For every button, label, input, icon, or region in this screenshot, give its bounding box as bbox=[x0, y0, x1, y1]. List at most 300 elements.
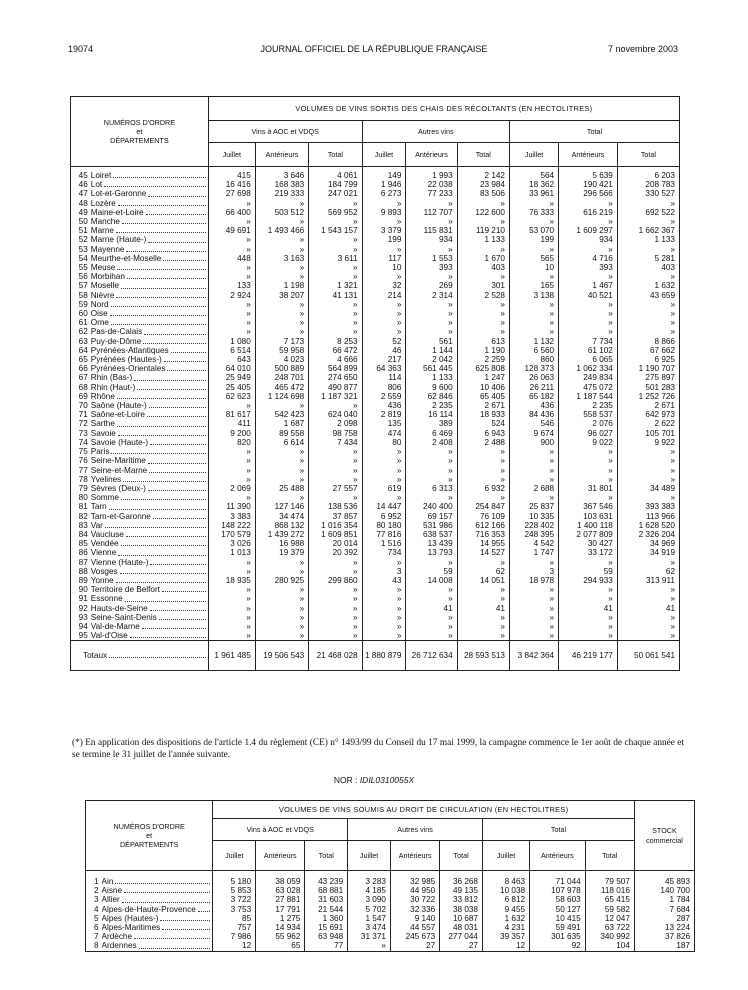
value-cell: 17 791 bbox=[256, 905, 305, 914]
group-total: Total bbox=[482, 819, 634, 841]
table-row bbox=[71, 567, 680, 576]
table-row bbox=[86, 914, 695, 923]
value-cell: 217 bbox=[362, 355, 406, 364]
table-row bbox=[71, 401, 680, 410]
value-cell: » bbox=[309, 300, 362, 309]
department-name: Nord bbox=[91, 300, 209, 309]
value-cell: » bbox=[309, 631, 362, 641]
table-row bbox=[86, 923, 695, 932]
value-cell: 8 866 bbox=[654, 336, 675, 346]
value-cell: » bbox=[255, 199, 308, 208]
value-cell: 1 321 bbox=[309, 281, 362, 290]
value-cell: 616 219 bbox=[559, 208, 618, 217]
value-cell: » bbox=[457, 327, 509, 336]
value-cell: » bbox=[509, 272, 558, 281]
value-cell: 1 013 bbox=[208, 548, 255, 557]
table-row bbox=[71, 355, 680, 364]
department-name: Alpes (Hautes-) bbox=[102, 914, 213, 923]
value-cell: 9 600 bbox=[406, 383, 457, 392]
value-cell: 1 547 bbox=[348, 914, 391, 923]
value-cell: 21 544 bbox=[305, 905, 348, 914]
footnote: (*) En application des dispositions de l'article 1.4 du règlement (CE) n° 1493/99 du Conseil du 17 mai 1999, la campagne commence le 1er août de chaque année et se termine le 31 juillet de l'année suivante. bbox=[72, 738, 684, 760]
value-cell: 33 812 bbox=[440, 895, 483, 904]
value-cell: » bbox=[559, 199, 618, 208]
value-cell: 12 bbox=[213, 941, 256, 951]
value-cell: 199 bbox=[362, 235, 406, 244]
value-cell: » bbox=[457, 199, 509, 208]
value-cell: 868 132 bbox=[255, 521, 308, 530]
value-cell: 6 203 bbox=[654, 171, 675, 180]
table-row bbox=[71, 613, 680, 622]
table-row bbox=[71, 337, 680, 346]
department-number: 4 bbox=[93, 904, 99, 914]
department-name: Lozère bbox=[91, 199, 209, 208]
value-cell: 85 bbox=[213, 914, 256, 923]
value-cell: » bbox=[457, 466, 509, 475]
value-cell: » bbox=[208, 447, 255, 456]
value-cell: » bbox=[309, 217, 362, 226]
value-cell: » bbox=[362, 217, 406, 226]
value-cell: » bbox=[208, 585, 255, 594]
department-name: Seine-Saint-Denis bbox=[91, 613, 209, 622]
department-number: 82 bbox=[78, 511, 88, 521]
value-cell: 500 889 bbox=[255, 364, 308, 373]
department-name: Savoie (Haute-) bbox=[91, 438, 209, 447]
department-name: Somme bbox=[91, 493, 209, 502]
value-cell: » bbox=[208, 613, 255, 622]
value-cell: » bbox=[362, 613, 406, 622]
value-cell: » bbox=[559, 631, 618, 641]
value-cell: 66 400 bbox=[208, 208, 255, 217]
value-cell: 2 488 bbox=[457, 438, 509, 447]
value-cell: » bbox=[406, 631, 457, 641]
department-name: Vosges bbox=[91, 567, 209, 576]
value-cell: » bbox=[208, 309, 255, 318]
value-cell: 13 793 bbox=[406, 548, 457, 557]
value-cell: 1 133 bbox=[654, 235, 675, 245]
value-cell: » bbox=[509, 631, 558, 641]
value-cell: » bbox=[509, 217, 558, 226]
value-cell: 565 bbox=[509, 254, 558, 263]
department-name: Mayenne bbox=[91, 245, 209, 254]
value-cell: 1 946 bbox=[362, 180, 406, 189]
value-cell: » bbox=[255, 622, 308, 631]
value-cell: 112 707 bbox=[406, 208, 457, 217]
department-number: 68 bbox=[78, 382, 88, 392]
value-cell: 69 157 bbox=[406, 512, 457, 521]
table-row bbox=[71, 585, 680, 594]
total-cell: 50 061 541 bbox=[617, 641, 679, 671]
value-cell: » bbox=[362, 585, 406, 594]
value-cell: 26 063 bbox=[509, 373, 558, 382]
value-cell: » bbox=[208, 263, 255, 272]
department-name: Seine-et-Marne bbox=[91, 466, 209, 475]
value-cell: 2 077 809 bbox=[559, 530, 618, 539]
value-cell: 25 949 bbox=[208, 373, 255, 382]
value-cell: 1 516 bbox=[362, 539, 406, 548]
value-cell: 37 857 bbox=[309, 512, 362, 521]
value-cell: » bbox=[670, 631, 675, 641]
department-name: Vendée bbox=[91, 539, 209, 548]
department-number: 57 bbox=[78, 281, 88, 291]
value-cell: 13 439 bbox=[406, 539, 457, 548]
value-cell: 77 bbox=[305, 941, 348, 951]
department-name: Alpes-de-Haute-Provence bbox=[102, 905, 213, 914]
value-cell: » bbox=[457, 272, 509, 281]
table-row bbox=[71, 438, 680, 447]
value-cell: 23 984 bbox=[457, 180, 509, 189]
table-row bbox=[71, 493, 680, 502]
value-cell: 9 893 bbox=[362, 208, 406, 217]
department-number: 6 bbox=[93, 923, 99, 933]
value-cell: 38 038 bbox=[440, 905, 483, 914]
value-cell: » bbox=[559, 245, 618, 254]
table-row bbox=[71, 309, 680, 318]
value-cell: 27 557 bbox=[309, 484, 362, 493]
table-chais bbox=[70, 96, 680, 671]
value-cell: » bbox=[255, 327, 308, 336]
value-cell: 1 360 bbox=[305, 914, 348, 923]
value-cell: » bbox=[309, 235, 362, 244]
value-cell: » bbox=[457, 245, 509, 254]
value-cell: » bbox=[670, 612, 675, 622]
value-cell: 4 061 bbox=[309, 167, 362, 181]
value-cell: 103 631 bbox=[559, 512, 618, 521]
value-cell: » bbox=[255, 558, 308, 567]
value-cell: » bbox=[309, 327, 362, 336]
value-cell: » bbox=[309, 263, 362, 272]
value-cell: 558 537 bbox=[559, 410, 618, 419]
value-cell: » bbox=[309, 604, 362, 613]
value-cell: 25 488 bbox=[255, 484, 308, 493]
value-cell: 313 911 bbox=[646, 575, 675, 585]
value-cell: » bbox=[255, 466, 308, 475]
value-cell: » bbox=[255, 300, 308, 309]
value-cell: » bbox=[457, 631, 509, 641]
value-cell: 18 933 bbox=[457, 410, 509, 419]
value-cell: 49 691 bbox=[208, 226, 255, 235]
value-cell: » bbox=[362, 318, 406, 327]
department-name: Rhin (Haut-) bbox=[91, 383, 209, 392]
value-cell: » bbox=[406, 447, 457, 456]
value-cell: 199 bbox=[509, 235, 558, 244]
value-cell: 287 bbox=[676, 913, 690, 923]
department-number: 49 bbox=[78, 207, 88, 217]
value-cell: 860 bbox=[509, 355, 558, 364]
value-cell: » bbox=[559, 447, 618, 456]
value-cell: » bbox=[362, 309, 406, 318]
value-cell: 27 881 bbox=[256, 895, 305, 904]
department-number: 53 bbox=[78, 244, 88, 254]
table-row bbox=[71, 392, 680, 401]
value-cell: 1 747 bbox=[509, 548, 558, 557]
value-cell: 1 187 321 bbox=[309, 392, 362, 401]
value-cell: 1 016 354 bbox=[309, 521, 362, 530]
value-cell: 48 031 bbox=[440, 923, 483, 932]
value-cell: » bbox=[559, 466, 618, 475]
value-cell: 41 bbox=[559, 604, 618, 613]
value-cell: » bbox=[309, 493, 362, 502]
value-cell: 2 069 bbox=[208, 484, 255, 493]
value-cell: 2 622 bbox=[654, 419, 675, 429]
department-number: 83 bbox=[78, 520, 88, 530]
value-cell: 66 472 bbox=[309, 346, 362, 355]
value-cell: 41 bbox=[665, 603, 675, 613]
value-cell: » bbox=[309, 475, 362, 484]
value-cell: 15 691 bbox=[305, 923, 348, 932]
value-cell: 2 559 bbox=[362, 392, 406, 401]
table-row bbox=[71, 466, 680, 475]
value-cell: 27 698 bbox=[208, 189, 255, 198]
value-cell: » bbox=[208, 245, 255, 254]
value-cell: » bbox=[208, 401, 255, 410]
department-number: 52 bbox=[78, 235, 88, 245]
value-cell: 18 978 bbox=[509, 576, 558, 585]
value-cell: » bbox=[406, 475, 457, 484]
value-cell: 8 463 bbox=[482, 871, 529, 887]
value-cell: » bbox=[670, 585, 675, 595]
value-cell: 7 434 bbox=[309, 438, 362, 447]
value-cell: » bbox=[509, 300, 558, 309]
value-cell: 393 383 bbox=[645, 502, 675, 512]
department-number: 78 bbox=[78, 474, 88, 484]
value-cell: 44 557 bbox=[390, 923, 439, 932]
total-cell: 1 880 879 bbox=[362, 641, 406, 671]
value-cell: 81 617 bbox=[208, 410, 255, 419]
department-number: 93 bbox=[78, 612, 88, 622]
value-cell: 6 514 bbox=[208, 346, 255, 355]
total-cell: 28 593 513 bbox=[457, 641, 509, 671]
table-row bbox=[71, 167, 680, 181]
value-cell: 1 275 bbox=[256, 914, 305, 923]
value-cell: 3 bbox=[362, 567, 406, 576]
value-cell: 32 336 bbox=[390, 905, 439, 914]
department-number: 95 bbox=[78, 631, 88, 641]
group-autres: Autres vins bbox=[348, 819, 483, 841]
total-cell: 3 842 364 bbox=[509, 641, 558, 671]
value-cell: » bbox=[208, 217, 255, 226]
value-cell: » bbox=[559, 594, 618, 603]
department-number: 70 bbox=[78, 401, 88, 411]
value-cell: » bbox=[362, 594, 406, 603]
value-cell: 3 138 bbox=[509, 291, 558, 300]
table-row bbox=[71, 373, 680, 382]
value-cell: » bbox=[208, 327, 255, 336]
value-cell: 531 986 bbox=[406, 521, 457, 530]
value-cell: » bbox=[457, 300, 509, 309]
value-cell: 569 952 bbox=[309, 208, 362, 217]
value-cell: 49 135 bbox=[440, 886, 483, 895]
value-cell: 6 952 bbox=[362, 512, 406, 521]
value-cell: » bbox=[509, 456, 558, 465]
value-cell: 98 758 bbox=[309, 429, 362, 438]
value-cell: » bbox=[208, 199, 255, 208]
value-cell: » bbox=[559, 475, 618, 484]
value-cell: 2 314 bbox=[406, 291, 457, 300]
value-cell: » bbox=[255, 585, 308, 594]
value-cell: 41 bbox=[406, 604, 457, 613]
value-cell: 30 722 bbox=[390, 895, 439, 904]
department-name: Nièvre bbox=[91, 291, 209, 300]
table-row bbox=[71, 502, 680, 511]
value-cell: » bbox=[208, 318, 255, 327]
value-cell: 436 bbox=[509, 401, 558, 410]
table-row bbox=[71, 180, 680, 189]
value-cell: » bbox=[208, 466, 255, 475]
value-cell: 228 402 bbox=[509, 521, 558, 530]
department-number: 47 bbox=[78, 189, 88, 199]
department-name: Val-d'Oise bbox=[91, 631, 209, 641]
value-cell: » bbox=[559, 217, 618, 226]
value-cell: 340 992 bbox=[585, 932, 634, 941]
value-cell: 43 bbox=[362, 576, 406, 585]
value-cell: 6 313 bbox=[406, 484, 457, 493]
value-cell: 16 988 bbox=[255, 539, 308, 548]
value-cell: 79 507 bbox=[585, 871, 634, 887]
value-cell: » bbox=[670, 309, 675, 319]
value-cell: 1 062 334 bbox=[559, 364, 618, 373]
value-cell: 34 969 bbox=[649, 539, 675, 549]
value-cell: » bbox=[509, 558, 558, 567]
value-cell: 2 326 204 bbox=[638, 529, 675, 539]
department-number: 54 bbox=[78, 253, 88, 263]
value-cell: 30 427 bbox=[559, 539, 618, 548]
value-cell: 31 371 bbox=[348, 932, 391, 941]
value-cell: » bbox=[309, 558, 362, 567]
value-cell: 22 038 bbox=[406, 180, 457, 189]
value-cell: 1 632 bbox=[654, 281, 675, 291]
department-number: 64 bbox=[78, 345, 88, 355]
table-row bbox=[71, 254, 680, 263]
value-cell: 27 bbox=[440, 941, 483, 951]
value-cell: 122 600 bbox=[457, 208, 509, 217]
value-cell: 6 925 bbox=[654, 355, 675, 365]
value-cell: » bbox=[208, 493, 255, 502]
department-number: 89 bbox=[78, 575, 88, 585]
department-name: Rhin (Bas-) bbox=[91, 373, 209, 382]
value-cell: 14 955 bbox=[457, 539, 509, 548]
department-name: Yvelines bbox=[91, 475, 209, 484]
department-name: Vienne bbox=[91, 548, 209, 557]
value-cell: 9 674 bbox=[509, 429, 558, 438]
department-name: Meurthe-et-Moselle bbox=[91, 254, 209, 263]
value-cell: 2 235 bbox=[559, 401, 618, 410]
group-autres: Autres vins bbox=[362, 121, 509, 143]
value-cell: 6 273 bbox=[362, 189, 406, 198]
department-name: Ardèche bbox=[102, 932, 213, 941]
value-cell: 1 190 bbox=[457, 346, 509, 355]
value-cell: » bbox=[670, 318, 675, 328]
table-row bbox=[71, 263, 680, 272]
value-cell: 6 932 bbox=[457, 484, 509, 493]
value-cell: » bbox=[255, 447, 308, 456]
value-cell: 65 405 bbox=[457, 392, 509, 401]
value-cell: 6 065 bbox=[559, 355, 618, 364]
value-cell: » bbox=[457, 622, 509, 631]
value-cell: 25 837 bbox=[509, 502, 558, 511]
value-cell: » bbox=[309, 199, 362, 208]
value-cell: » bbox=[255, 631, 308, 641]
value-cell: » bbox=[457, 309, 509, 318]
value-cell: » bbox=[457, 594, 509, 603]
department-number: 86 bbox=[78, 548, 88, 558]
department-name: Lot-et-Garonne bbox=[91, 189, 209, 198]
value-cell: » bbox=[559, 493, 618, 502]
value-cell: 149 bbox=[362, 167, 406, 181]
value-cell: 1 190 707 bbox=[638, 364, 675, 374]
table-row bbox=[86, 905, 695, 914]
value-cell: 2 098 bbox=[309, 419, 362, 428]
value-cell: 254 847 bbox=[457, 502, 509, 511]
value-cell: 9 022 bbox=[559, 438, 618, 447]
value-cell: » bbox=[457, 217, 509, 226]
value-cell: 119 210 bbox=[457, 226, 509, 235]
value-cell: 465 472 bbox=[255, 383, 308, 392]
value-cell: » bbox=[362, 475, 406, 484]
total-cell: 46 219 177 bbox=[559, 641, 618, 671]
value-cell: » bbox=[509, 318, 558, 327]
group-aoc: Vins à AOC et VDQS bbox=[213, 819, 348, 841]
department-name: Alpes-Maritimes bbox=[102, 923, 213, 932]
totals-label: Totaux bbox=[71, 641, 209, 671]
value-cell: 249 834 bbox=[559, 373, 618, 382]
value-cell: 6 943 bbox=[457, 429, 509, 438]
table-row bbox=[71, 199, 680, 208]
value-cell: 299 860 bbox=[309, 576, 362, 585]
value-cell: 2 924 bbox=[208, 291, 255, 300]
value-cell: » bbox=[208, 594, 255, 603]
value-cell: 757 bbox=[213, 923, 256, 932]
value-cell: » bbox=[362, 631, 406, 641]
value-cell: » bbox=[509, 327, 558, 336]
department-name: Loiret bbox=[91, 167, 209, 181]
department-name: Val-de-Marne bbox=[91, 622, 209, 631]
value-cell: 84 436 bbox=[509, 410, 558, 419]
value-cell: 165 bbox=[509, 281, 558, 290]
table-row bbox=[71, 291, 680, 300]
value-cell: 14 934 bbox=[256, 923, 305, 932]
value-cell: » bbox=[208, 272, 255, 281]
department-name: Meuse bbox=[91, 263, 209, 272]
department-name: Allier bbox=[102, 895, 213, 904]
value-cell: 107 978 bbox=[530, 886, 586, 895]
value-cell: 10 038 bbox=[482, 886, 529, 895]
value-cell: 59 958 bbox=[255, 346, 308, 355]
value-cell: » bbox=[406, 456, 457, 465]
department-number: 56 bbox=[78, 272, 88, 282]
value-cell: 934 bbox=[406, 235, 457, 244]
table-title: VOLUMES DE VINS SORTIS DES CHAIS DES RÉCOLTANTS (EN HECTOLITRES) bbox=[208, 97, 679, 121]
value-cell: 561 bbox=[406, 337, 457, 346]
value-cell: » bbox=[559, 622, 618, 631]
table-row bbox=[71, 245, 680, 254]
value-cell: » bbox=[406, 558, 457, 567]
value-cell: 170 579 bbox=[208, 530, 255, 539]
value-cell: » bbox=[208, 622, 255, 631]
value-cell: 1 493 466 bbox=[255, 226, 308, 235]
value-cell: » bbox=[670, 198, 675, 208]
col-juillet: Juillet bbox=[213, 841, 256, 871]
department-name: Vienne (Haute-) bbox=[91, 558, 209, 567]
department-name: Pyrénées (Hautes-) bbox=[91, 355, 209, 364]
value-cell: » bbox=[559, 613, 618, 622]
value-cell: » bbox=[255, 217, 308, 226]
value-cell: 34 489 bbox=[649, 483, 675, 493]
table-row bbox=[71, 327, 680, 336]
department-number: 71 bbox=[78, 410, 88, 420]
value-cell: 59 bbox=[559, 567, 618, 576]
department-name: Tarn bbox=[91, 502, 209, 511]
